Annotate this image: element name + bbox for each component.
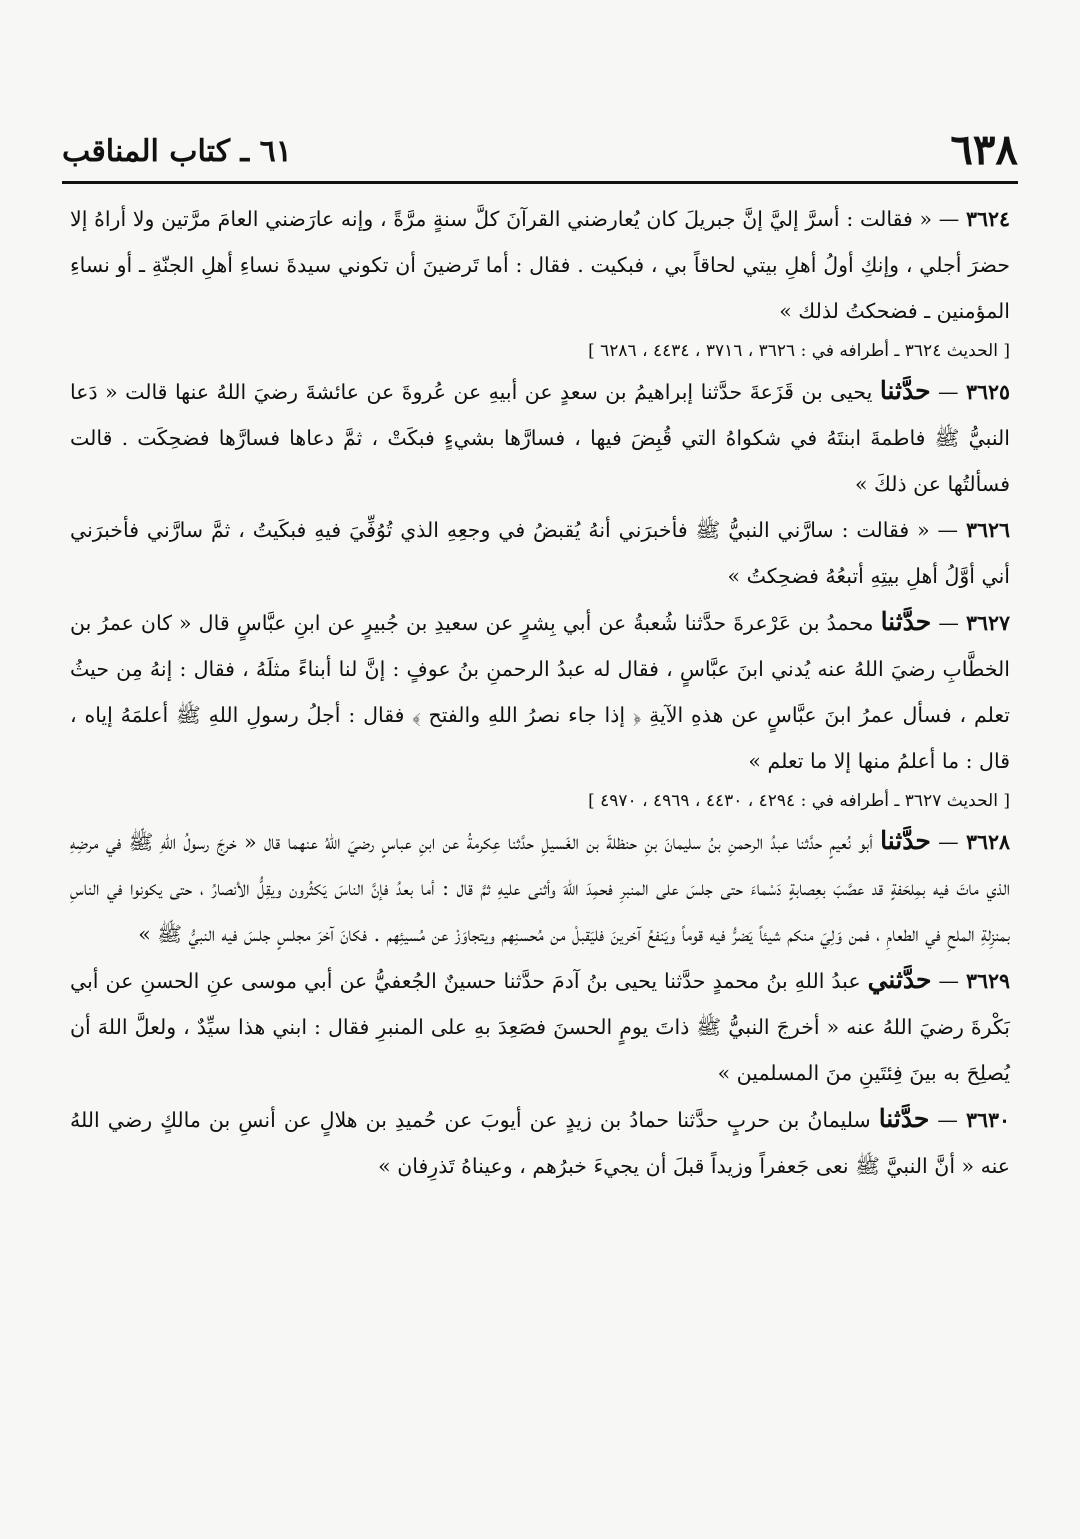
hadith-3628: ٣٦٢٨ — حدَّثنا أبو نُعيمٍ حدَّثنا عبدُ الرحمنِ بنُ سليمانَ بنِ حنظلةَ بن الغَسيلِ حدَّثنا عِكرمةُ عن ابنِ عباسٍ رضيَ اللهُ عنهما قال « خرجَ رسولُ اللهِ ﷺ في مرضِهِ الذي ماتَ فيه بمِلحَفةٍ قد عصَّبَ بعِصابةٍ دَسْماءَ حتى جلسَ على المنبرِ فحمِدَ اللهَ وأثنى عليهِ ثمَّ قال : أما بعدُ فإنَّ الناسَ يَكثُرون ويقِلُّ الأنصارُ ، حتى يكونوا في الناسِ بمنزِلةِ الملحِ في الطعامِ ، فمن وَلِيَ منكم شيئاً يَضرُّ فيه قوماً ويَنفعُ آخرينَ فليَقبلْ من مُحسنِهم ويتجاوَزْ عن مُسيئِهم . فكانَ آخرَ مجلسٍ جلسَ فيه النبيُّ ﷺ » bbox=[70, 826, 1010, 946]
hadith-3626 bbox=[70, 507, 1010, 599]
header-rule bbox=[62, 181, 1018, 184]
page-number: ٦٣٨ bbox=[950, 125, 1018, 174]
narration-word: حدَّثنا bbox=[879, 376, 931, 405]
hadith-number: ٣٦٣٠ bbox=[965, 1108, 1010, 1132]
hadith-number: ٣٦٢٩ bbox=[965, 969, 1010, 993]
hadith-number: ٣٦٢٤ bbox=[965, 207, 1010, 231]
hadith-body: سليمانُ بن حربٍ حدَّثنا حمادُ بن زيدٍ عن أيوبَ عن حُميدِ بن هلالٍ عن أنسِ بن مالكٍ رضي اللهُ عنه « أنَّ النبيَّ ﷺ نعى جَعفراً وزيداً قبلَ أن يجيءَ خبرُهم ، وعيناهُ تَذرِفان » bbox=[70, 1108, 1010, 1178]
hadith-number: ٣٦٢٧ bbox=[965, 611, 1010, 635]
hadith-number: ٣٦٢٥ bbox=[965, 380, 1010, 404]
hadith-3627: ٣٦٢٧ — حدَّثنا محمدُ بن عَرْعرةَ حدَّثنا شُعبةُ عن أبي بِشرٍ عن سعيدِ بن جُبيرٍ عن ابنِ عبَّاسٍ قال « كان عمرُ بن الخطَّابِ رضيَ اللهُ عنه يُدني ابنَ عبَّاسٍ ، فقال له عبدُ الرحمنِ بنُ عوفٍ : إنَّ لنا أبناءً مثلَهُ ، فقال : إنهُ مِن حيثُ تعلم ، فسأل عمرُ ابنَ عبَّاسٍ عن هذهِ الآيةِ ﴿ إذا جاء نصرُ اللهِ والفتح ﴾ فقال : أجلُ رسولِ اللهِ ﷺ أعلمَهُ إياه ، قال : ما أعلمُ منها إلا ما تعلم » bbox=[70, 607, 1010, 773]
page-header bbox=[62, 120, 1018, 180]
hadith-text bbox=[70, 196, 1010, 1189]
hadith-body: محمدُ بن عَرْعرةَ حدَّثنا شُعبةُ عن أبي بِشرٍ عن سعيدِ بن جُبيرٍ عن ابنِ عبَّاسٍ قال « كان عمرُ بن الخطَّابِ رضيَ اللهُ عنه يُدني ابنَ عبَّاسٍ ، فقال له عبدُ الرحمنِ بنُ عوفٍ : إنَّ لنا أبناءً مثلَهُ ، فقال : إنهُ مِن حيثُ تعلم ، فسأل عمرُ ابنَ عبَّاسٍ عن هذهِ الآيةِ ﴿ إذا جاء نصرُ اللهِ والفتح ﴾ فقال : أجلُ رسولِ اللهِ ﷺ أعلمَهُ إياه ، قال : ما أعلمُ منها إلا ما تعلم » bbox=[70, 611, 1010, 773]
hadith-body: يحيى بن قَزَعةَ حدَّثنا إبراهيمُ بن سعدٍ عن أبيهِ عن عُروةَ عن عائشةَ رضيَ اللهُ عنها قالت « دَعا النبيُّ ﷺ فاطمةَ ابنتَهُ في شكواهُ التي قُبِضَ فيها ، فسارَّها بشيءٍ فبكَتْ ، ثمَّ دعاها فسارَّها فضحِكَت . قالت فسألتُها عن ذلكَ » bbox=[70, 380, 1010, 496]
hadith-3624 bbox=[70, 196, 1010, 334]
hadith-number: ٣٦٢٨ bbox=[965, 830, 1010, 854]
narration-word: حدَّثنا bbox=[880, 607, 932, 636]
hadith-reference: [ الحديث ٣٦٢٤ ـ أطرافه في : ٣٦٢٦ ، ٣٧١٦ ، ٤٤٣٤ ، ٦٢٨٦ ] bbox=[588, 341, 1010, 361]
running-head: ٦١ ـ كتاب المناقب bbox=[62, 134, 292, 169]
hadith-body: أبو نُعيمٍ حدَّثنا عبدُ الرحمنِ بنُ سليمانَ بنِ حنظلةَ بن الغَسيلِ حدَّثنا عِكرمةُ عن ابنِ عباسٍ رضيَ اللهُ عنهما قال « خرجَ رسولُ اللهِ ﷺ في مرضِهِ الذي ماتَ فيه بمِلحَفةٍ قد عصَّبَ بعِصابةٍ دَسْماءَ حتى جلسَ على المنبرِ فحمِدَ اللهَ وأثنى عليهِ ثمَّ قال : أما بعدُ فإنَّ الناسَ يَكثُرون ويقِلُّ الأنصارُ ، حتى يكونوا في الناسِ بمنزِلةِ الملحِ في الطعامِ ، فمن وَلِيَ منكم شيئاً يَضرُّ فيه قوماً ويَنفعُ آخرينَ فليَقبلْ من مُحسنِهم ويتجاوَزْ عن مُسيئِهم . فكانَ آخرَ مجلسٍ جلسَ فيه النبيُّ ﷺ » bbox=[70, 830, 1010, 946]
hadith-3630: ٣٦٣٠ — حدَّثنا سليمانُ بن حربٍ حدَّثنا حمادُ بن زيدٍ عن أيوبَ عن حُميدِ بن هلالٍ عن أنسِ بن مالكٍ رضي اللهُ عنه « أنَّ النبيَّ ﷺ نعى جَعفراً وزيداً قبلَ أن يجيءَ خبرُهم ، وعيناهُ تَذرِفان » bbox=[70, 1104, 1010, 1178]
hadith-reference: [ الحديث ٣٦٢٧ ـ أطرافه في : ٤٢٩٤ ، ٤٤٣٠ ، ٤٩٦٩ ، ٤٩٧٠ ] bbox=[588, 791, 1010, 811]
hadith-3629: ٣٦٢٩ — حدَّثني عبدُ اللهِ بنُ محمدٍ حدَّثنا يحيى بنُ آدمَ حدَّثنا حسينٌ الجُعفيُّ عن أبي موسى عنِ الحسنِ عن أبي بَكْرةَ رضيَ اللهُ عنه « أخرجَ النبيُّ ﷺ ذاتَ يومٍ الحسنَ فصَعِدَ بهِ على المنبرِ فقال : ابني هذا سيِّدٌ ، ولعلَّ اللهَ أن يُصلِحَ به بينَ فِئتَينِ منَ المسلمين » bbox=[70, 965, 1010, 1085]
hadith-3625: ٣٦٢٥ — حدَّثنا يحيى بن قَزَعةَ حدَّثنا إبراهيمُ بن سعدٍ عن أبيهِ عن عُروةَ عن عائشةَ رضيَ اللهُ عنها قالت « دَعا النبيُّ ﷺ فاطمةَ ابنتَهُ في شكواهُ التي قُبِضَ فيها ، فسارَّها بشيءٍ فبكَتْ ، ثمَّ دعاها فسارَّها فضحِكَت . قالت فسألتُها عن ذلكَ » bbox=[70, 376, 1010, 496]
hadith-body: عبدُ اللهِ بنُ محمدٍ حدَّثنا يحيى بنُ آدمَ حدَّثنا حسينٌ الجُعفيُّ عن أبي موسى عنِ الحسنِ عن أبي بَكْرةَ رضيَ اللهُ عنه « أخرجَ النبيُّ ﷺ ذاتَ يومٍ الحسنَ فصَعِدَ بهِ على المنبرِ فقال : ابني هذا سيِّدٌ ، ولعلَّ اللهَ أن يُصلِحَ به بينَ فِئتَينِ منَ المسلمين » bbox=[70, 969, 1010, 1085]
narration-word: حدَّثني bbox=[867, 965, 932, 994]
narration-word: حدَّثنا bbox=[880, 826, 931, 855]
hadith-body: — « فقالت : أسرَّ إليَّ إنَّ جبريلَ كان يُعارضني القرآنَ كلَّ سنةٍ مرَّةً ، وإنه عارَضني العامَ مرَّتين ولا أراهُ إلا حضرَ أجلي ، وإنكِ أولُ أهلِ بيتي لحاقاً بي ، فبكيت . فقال : أما تَرضينَ أن تكوني سيدةَ نساءِ أهلِ الجنّةِ ـ أو نساءِ المؤمنين ـ فضحكتُ لذلك » bbox=[70, 207, 1010, 323]
hadith-body: — « فقالت : سارَّني النبيُّ ﷺ فأخبرَني أنهُ يُقبضُ في وجعِهِ الذي تُوُفِّيَ فيهِ فبكَيتُ ، ثمَّ سارَّني فأخبرَني أني أوَّلُ أهلِ بيتِهِ أتبعُهُ فضحِكتُ » bbox=[70, 518, 1010, 588]
narration-word: حدَّثنا bbox=[878, 1104, 930, 1133]
hadith-number: ٣٦٢٦ bbox=[965, 518, 1010, 542]
